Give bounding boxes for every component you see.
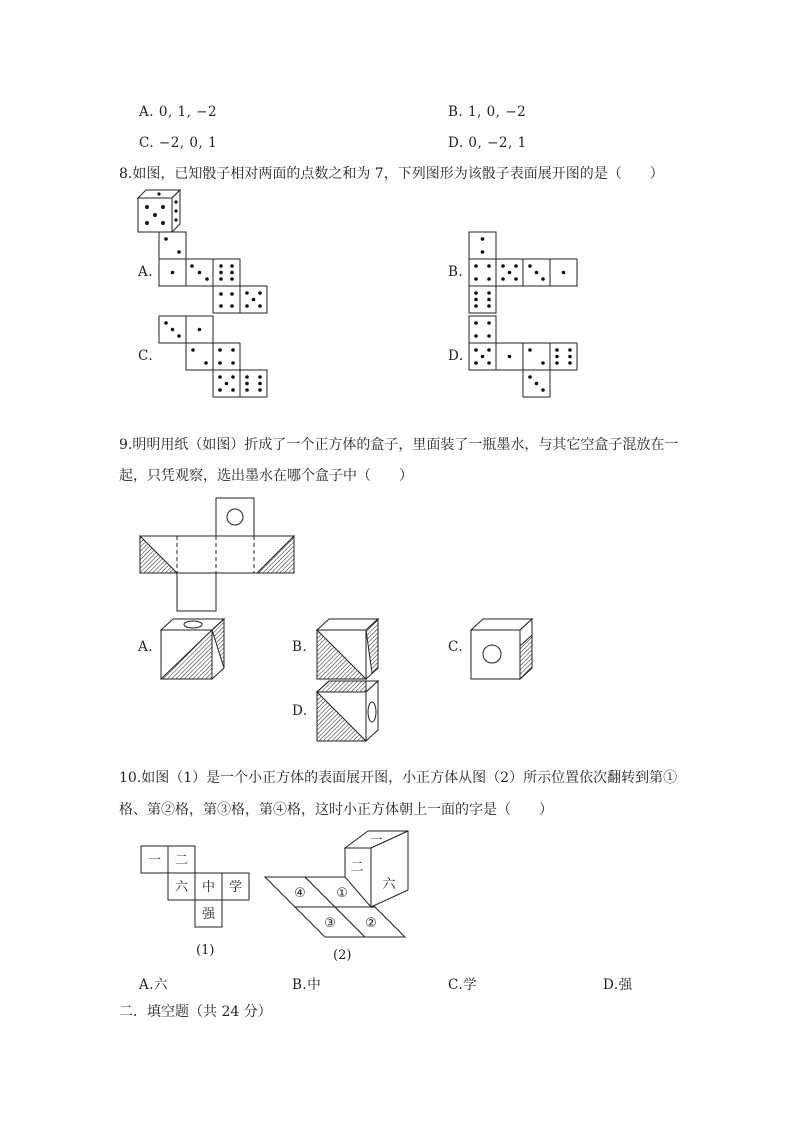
q8-net-d xyxy=(468,315,580,400)
q7-option-c: C. −2, 0, 1 xyxy=(139,135,218,151)
q10-figure2 xyxy=(264,828,414,940)
q8-label-b: B. xyxy=(448,264,464,280)
q10-cell-1: ① xyxy=(336,886,348,901)
q8-net-c xyxy=(158,315,270,400)
q8-label-a: A. xyxy=(138,264,154,280)
q10-net-char-2: 二 xyxy=(174,853,189,868)
q10-net-char-1: 一 xyxy=(147,853,162,868)
q10-net-char-5: 学 xyxy=(228,880,243,895)
q9-cube-b xyxy=(316,618,380,680)
q10-option-a: A.六 xyxy=(139,977,169,993)
q10-option-c: C.学 xyxy=(448,977,478,993)
q10-cube-top-char: 一 xyxy=(369,833,383,848)
q10-figure2-caption: (2) xyxy=(333,948,352,963)
q10-option-d: D.强 xyxy=(603,977,633,993)
section2-heading: 二．填空题（共 24 分） xyxy=(119,1004,272,1020)
q10-net-char-4: 中 xyxy=(201,880,216,895)
q10-figure1-caption: (1) xyxy=(196,943,215,958)
q10-cube-left-char: 二 xyxy=(350,860,364,875)
q10-option-b: B.中 xyxy=(292,977,322,993)
q7-option-d: D. 0, −2, 1 xyxy=(448,135,527,151)
q7-option-b: B. 1, 0, −2 xyxy=(448,104,527,120)
q9-label-a: A. xyxy=(138,639,154,655)
q8-net-a xyxy=(158,231,268,316)
q10-net-char-6: 强 xyxy=(201,907,216,922)
q8-net-b xyxy=(468,231,580,316)
q10-cell-3: ③ xyxy=(324,916,336,931)
q9-cube-c xyxy=(470,618,534,680)
q9-label-b: B. xyxy=(292,639,308,655)
q9-stem-line1: 9.明明用纸（如图）折成了一个正方体的盒子，里面装了一瓶墨水，与其它空盒子混放在一 xyxy=(119,437,679,453)
q10-cube-front-char: 六 xyxy=(382,877,396,892)
q10-figure1-net xyxy=(140,845,250,933)
q7-option-a: A. 0, 1, −2 xyxy=(139,104,218,120)
q10-stem-line1: 10.如图（1）是一个小正方体的表面展开图，小正方体从图（2）所示位置依次翻转到第① xyxy=(119,770,678,786)
q10-cell-4: ④ xyxy=(294,886,306,901)
q9-stem-line2: 起，只凭观察，选出墨水在哪个盒子中（ ） xyxy=(119,468,413,484)
q8-die-illustration xyxy=(138,190,188,232)
q9-label-c: C. xyxy=(448,639,464,655)
q10-net-char-3: 六 xyxy=(174,880,189,895)
q8-label-c: C. xyxy=(138,348,154,364)
q9-cube-d xyxy=(316,680,380,742)
q8-label-d: D. xyxy=(448,348,464,364)
q10-stem-line2: 格、第②格，第③格，第④格，这时小正方体朝上一面的字是（ ） xyxy=(119,802,553,818)
q10-cell-2: ② xyxy=(365,916,377,931)
q9-label-d: D. xyxy=(292,703,308,719)
q9-box-net xyxy=(139,497,295,613)
q8-stem: 8.如图，已知骰子相对两面的点数之和为 7，下列图形为该骰子表面展开图的是（ ） xyxy=(119,166,664,182)
q9-cube-a xyxy=(160,618,226,680)
